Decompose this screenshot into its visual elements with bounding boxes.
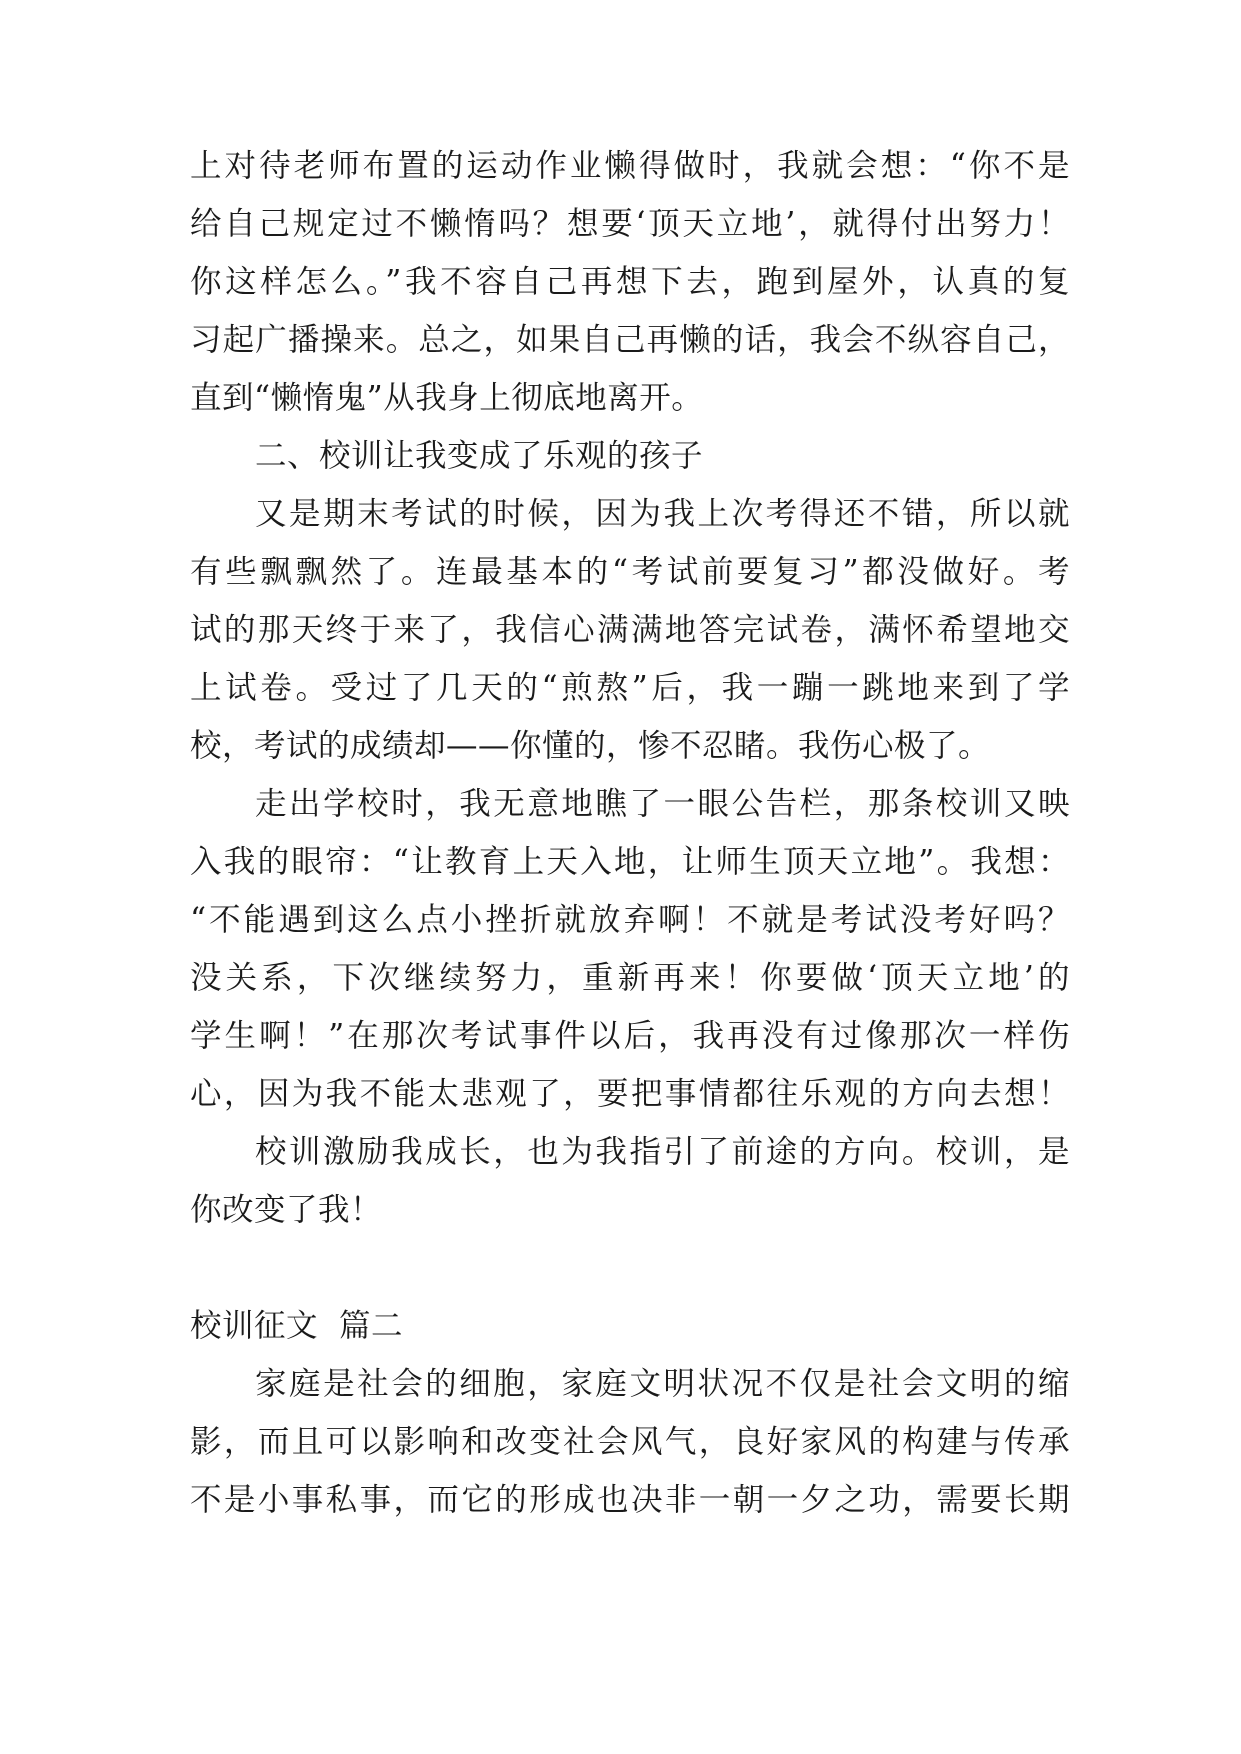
text-line: 心，因为我不能太悲观了，要把事情都往乐观的方向去想！: [190, 1076, 1070, 1112]
text-line: 又是期末考试的时候，因为我上次考得还不错，所以就: [255, 496, 1070, 532]
text-line: 你改变了我！: [190, 1192, 383, 1228]
text-line: 走出学校时，我无意地瞧了一眼公告栏，那条校训又映: [255, 786, 1070, 822]
text-line: 直到“懒惰鬼”从我身上彻底地离开。: [190, 380, 704, 416]
text-line: 校，考试的成绩却——你懂的，惨不忍睹。我伤心极了。: [190, 728, 991, 764]
text-line: 上试卷。受过了几天的“煎熬”后，我一蹦一跳地来到了学: [190, 670, 1070, 706]
text-line: 校训激励我成长，也为我指引了前途的方向。校训，是: [255, 1134, 1070, 1170]
text-line: 学生啊！”在那次考试事件以后，我再没有过像那次一样伤: [190, 1018, 1070, 1054]
section-title: 校训征文 篇二: [190, 1308, 404, 1344]
text-line: 给自己规定过不懒惰吗？想要‘顶天立地’，就得付出努力！: [190, 206, 1070, 242]
text-line: 你这样怎么。”我不容自己再想下去，跑到屋外，认真的复: [190, 264, 1070, 300]
text-line: 不是小事私事，而它的形成也决非一朝一夕之功，需要长期: [190, 1482, 1070, 1518]
text-line: 没关系，下次继续努力，重新再来！你要做‘顶天立地’的: [190, 960, 1070, 996]
section-heading: 二、校训让我变成了乐观的孩子: [255, 438, 704, 474]
text-line: 有些飘飘然了。连最基本的“考试前要复习”都没做好。考: [190, 554, 1070, 590]
text-line: 入我的眼帘：“让教育上天入地，让师生顶天立地”。我想：: [190, 844, 1070, 880]
text-line: 试的那天终于来了，我信心满满地答完试卷，满怀希望地交: [190, 612, 1070, 648]
text-line: 影，而且可以影响和改变社会风气，良好家风的构建与传承: [190, 1424, 1070, 1460]
text-line: 上对待老师布置的运动作业懒得做时，我就会想：“你不是: [190, 148, 1070, 184]
text-line: 家庭是社会的细胞，家庭文明状况不仅是社会文明的缩: [255, 1366, 1070, 1402]
text-line: “不能遇到这么点小挫折就放弃啊！不就是考试没考好吗？: [190, 902, 1070, 938]
text-line: 习起广播操来。总之，如果自己再懒的话，我会不纵容自己，: [190, 322, 1070, 358]
